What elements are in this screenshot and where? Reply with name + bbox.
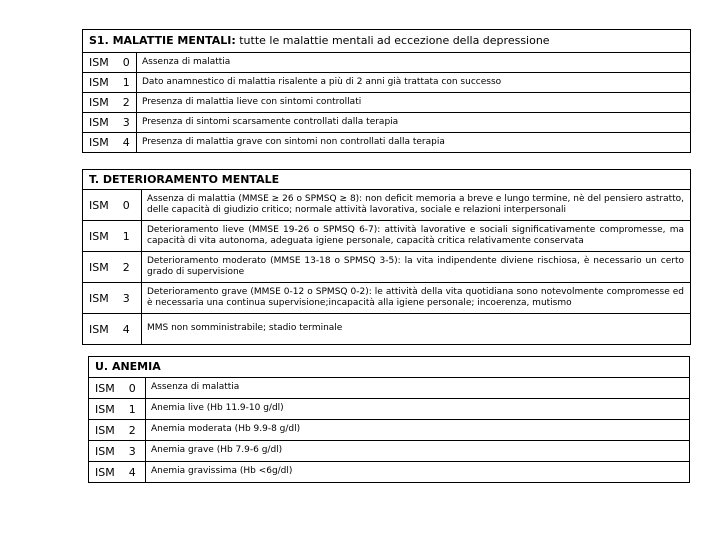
table-row: ISM 4 MMS non somministrabile; stadio terminale	[83, 314, 691, 345]
table-row: ISM 4 Anemia gravissima (Hb <6g/dl)	[89, 462, 690, 483]
table-row: ISM 2 Deterioramento moderato (MMSE 13-18 o SPMSQ 3-5): la vita indipendente diviene rischiosa, è necessario un certo grado di supervisione	[83, 252, 691, 283]
table-row: ISM 3 Presenza di sintomi scarsamente controllati dalla terapia	[83, 113, 691, 133]
table-row: ISM 2 Presenza di malattia lieve con sintomi controllati	[83, 93, 691, 113]
table-deterioramento-mentale	[82, 169, 691, 345]
section-title: U. ANEMIA	[89, 357, 690, 378]
section-title: S1. MALATTIE MENTALI: tutte le malattie mentali ad eccezione della depressione	[83, 30, 691, 53]
table-row: ISM 3 Anemia grave (Hb 7.9-6 g/dl)	[89, 441, 690, 462]
table-row: ISM 1 Deterioramento lieve (MMSE 19-26 o SPMSQ 6-7): attività lavorative e sociali significativamente compromesse, ma capacità di vita autonoma, adeguata igiene personale, capacità critica relativamente conservata	[83, 221, 691, 252]
table-row: ISM 0 Assenza di malattia (MMSE ≥ 26 o SPMSQ ≥ 8): non deficit memoria a breve e lungo termine, nè del pensiero astratto, delle capacità di giudizio critico; normale attività lavorativa, sociale e relazioni interpersonali	[83, 190, 691, 221]
table-row: ISM 1 Anemia live (Hb 11.9-10 g/dl)	[89, 399, 690, 420]
table-anemia	[88, 356, 690, 483]
table-row: ISM 1 Dato anamnestico di malattia risalente a più di 2 anni già trattata con successo	[83, 73, 691, 93]
table-malattie-mentali	[82, 29, 691, 153]
table-row: ISM 0 Assenza di malattia	[83, 53, 691, 73]
table-row: ISM 0 Assenza di malattia	[89, 378, 690, 399]
table-row: ISM 2 Anemia moderata (Hb 9.9-8 g/dl)	[89, 420, 690, 441]
section-title: T. DETERIORAMENTO MENTALE	[83, 170, 691, 190]
table-row: ISM 3 Deterioramento grave (MMSE 0-12 o SPMSQ 0-2): le attività della vita quotidiana sono notevolmente compromesse ed è necessaria una continua supervisione;incapacità alla igiene personale; incoerenza, mutismo	[83, 283, 691, 314]
table-row: ISM 4 Presenza di malattia grave con sintomi non controllati dalla terapia	[83, 133, 691, 153]
